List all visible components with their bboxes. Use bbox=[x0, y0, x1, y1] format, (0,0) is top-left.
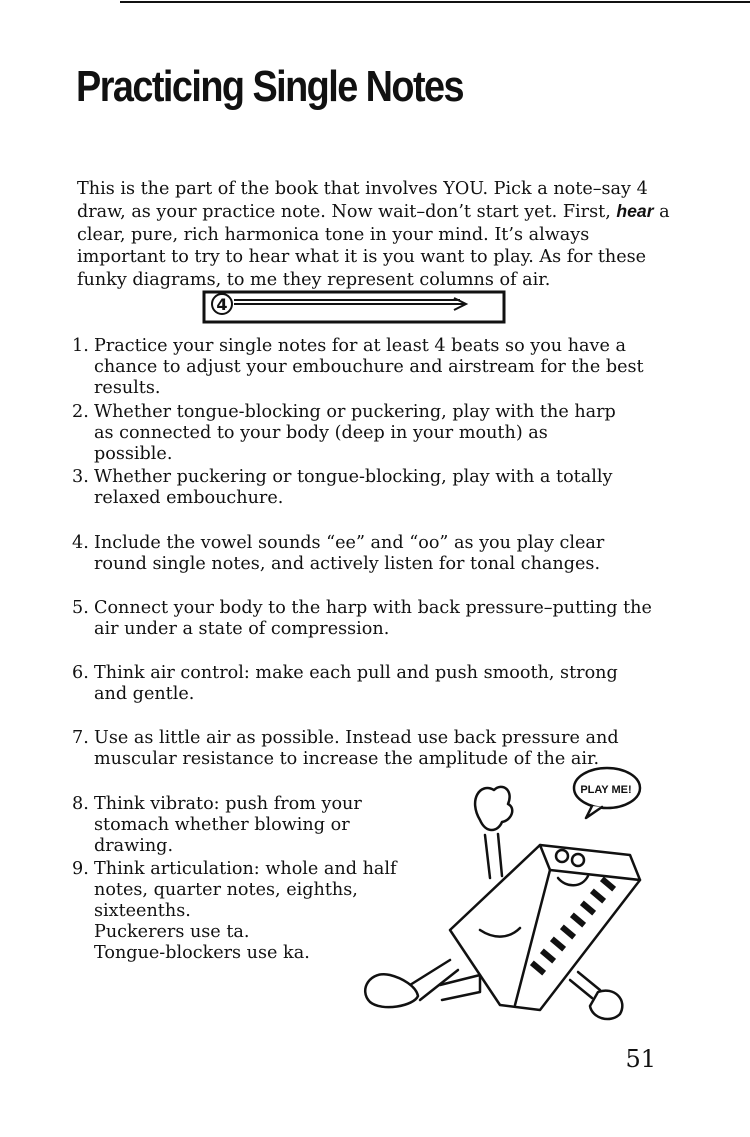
step-text: Whether puckering or tongue-blocking, play with a totally relaxed embouchure. bbox=[94, 467, 613, 508]
mascot-hand-icon bbox=[590, 991, 622, 1019]
step-number: 3. bbox=[72, 467, 89, 487]
step-text: Think articulation: whole and half notes, quarter notes, eighths, sixteenths. Puckerers use ta. Tongue-blockers use ka. bbox=[94, 859, 397, 963]
intro-text-part2: a clear, pure, rich harmonica tone in your mind. It’s always important to try to hear what it is you want to play. As for these funky diagrams, to me they represent columns of air. bbox=[77, 202, 670, 290]
list-item bbox=[72, 533, 654, 575]
raised-arm bbox=[485, 834, 502, 878]
air-column-diagram bbox=[202, 290, 508, 330]
list-item bbox=[72, 598, 654, 640]
step-text: Use as little air as possible. Instead use back pressure and muscular resistance to increase the amplitude of the air. bbox=[94, 728, 619, 769]
step-text: Whether tongue-blocking or puckering, play with the harp as connected to your body (deep in your mouth) as possible. bbox=[94, 402, 616, 464]
step-number: 7. bbox=[72, 728, 89, 748]
mascot-shoe-icon bbox=[365, 974, 418, 1007]
mascot-eye bbox=[556, 850, 568, 862]
step-number: 6. bbox=[72, 663, 89, 683]
step-text: Connect your body to the harp with back pressure–putting the air under a state of compression. bbox=[94, 598, 652, 639]
list-item bbox=[72, 663, 654, 705]
harmonica-mascot-illustration bbox=[330, 760, 660, 1040]
step-number: 2. bbox=[72, 402, 89, 422]
step-text: Think vibrato: push from your stomach whether blowing or drawing. bbox=[94, 794, 362, 856]
speech-bubble-text: PLAY ME! bbox=[580, 784, 632, 796]
step-text: Practice your single notes for at least 4 beats so you have a chance to adjust your embouchure and airstream for the best results. bbox=[94, 336, 644, 398]
air-column-svg bbox=[202, 290, 508, 326]
step-number: 8. bbox=[72, 794, 89, 814]
list-item bbox=[72, 467, 654, 509]
harmonica-mascot bbox=[330, 760, 660, 1044]
step-number: 4. bbox=[72, 533, 89, 553]
intro-text-part1: This is the part of the book that involves YOU. Pick a note–say 4 draw, as your practice note. Now wait–don’t start yet. First, bbox=[77, 178, 648, 223]
harmonica-body bbox=[450, 845, 640, 1010]
step-text: Include the vowel sounds “ee” and “oo” as you play clear round single notes, and actively listen for tonal changes. bbox=[94, 533, 605, 574]
intro-emphasis: hear bbox=[616, 201, 654, 222]
waving-hand-icon bbox=[475, 787, 512, 830]
hole-number: 4 bbox=[216, 295, 228, 314]
mascot-eye bbox=[572, 854, 584, 866]
list-item bbox=[72, 402, 624, 465]
page-title: Practicing Single Notes bbox=[76, 62, 464, 111]
intro-paragraph bbox=[77, 178, 677, 292]
list-item bbox=[72, 336, 672, 399]
speech-bubble-tail bbox=[586, 806, 602, 818]
step-number: 1. bbox=[72, 336, 89, 356]
top-rule bbox=[120, 1, 750, 3]
step-text: Think air control: make each pull and push smooth, strong and gentle. bbox=[94, 663, 618, 704]
step-number: 9. bbox=[72, 859, 89, 879]
step-number: 5. bbox=[72, 598, 89, 618]
page-number: 51 bbox=[625, 1045, 656, 1073]
